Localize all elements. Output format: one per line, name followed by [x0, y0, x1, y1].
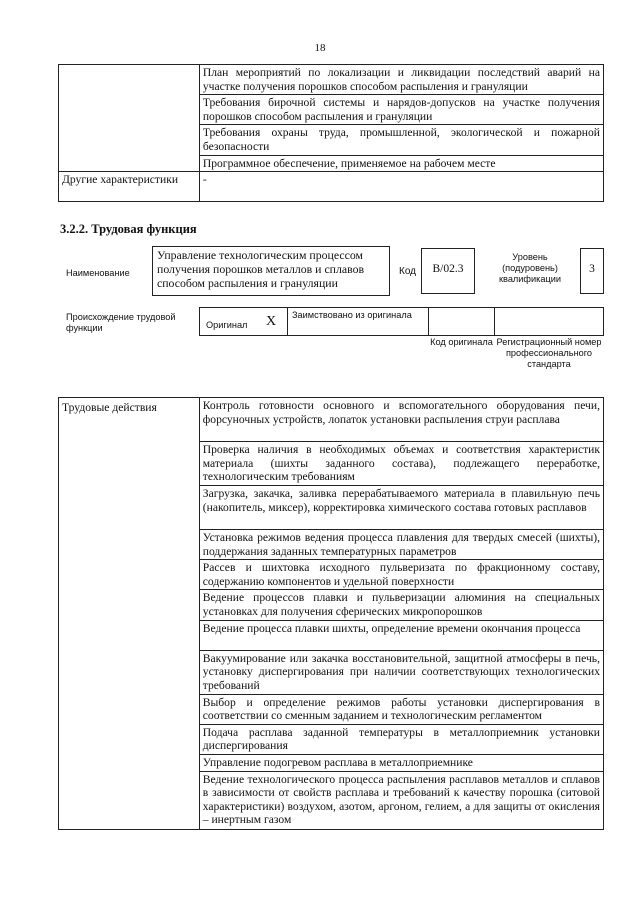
origin-label: Происхождение трудовой функции [66, 312, 176, 333]
table-cell: Требования охраны труда, промышленной, экологической и пожарной безопасности [199, 125, 603, 155]
labor-action-item: Вакуумирование или закачка восстановительной, защитной атмосферы в печь, установку диспергирования при наличии соответствующих технологических требований [199, 650, 603, 694]
labor-action-item: Установка режимов ведения процесса плавления для твердых смесей (шихты), поддержания заданных температурных параметров [199, 530, 603, 560]
table-cell-left [59, 65, 200, 172]
labor-action-item: Рассев и шихтовка исходного пульверизата по фракционному составу, содержанию компонентов и удельной поверхности [199, 560, 603, 590]
function-code: В/02.3 [432, 263, 464, 275]
table-cell: Требования бирочной системы и нарядов-допусков на участке получения порошков способом распыления и грануляции [199, 95, 603, 125]
table-row [59, 172, 604, 202]
original-mark: X [266, 314, 277, 329]
original-label: Оригинал [206, 320, 248, 330]
table-cell: План мероприятий по локализации и ликвидации последствий аварий на участке получения порошков способом распыления и грануляции [199, 65, 603, 95]
name-label: Наименование [66, 268, 130, 278]
top-table [58, 64, 604, 202]
table-row [59, 398, 604, 442]
section-heading: 3.2.2. Трудовая функция [60, 222, 197, 236]
labor-actions-table [58, 397, 604, 830]
original-cell [199, 307, 288, 336]
labor-action-item: Проверка наличия в необходимых объемах и соответствия характеристик материала (шихты заданного состава), подлежащего переработке, технологическим требованиям [199, 442, 603, 486]
level-value: 3 [589, 263, 595, 275]
table-row [59, 65, 604, 95]
labor-action-item: Управление подогревом расплава в металлоприемнике [199, 754, 603, 771]
labor-action-item: Загрузка, закачка, заливка перерабатываемого материала в плавильную печь (накопитель, миксер), корректировка химического состава готовых расплавов [199, 486, 603, 530]
borrowed-cell [287, 307, 429, 336]
table-cell: - [199, 172, 603, 202]
reg-number-label: Регистрационный номер профессионального стандарта [496, 337, 602, 369]
reg-number-cell [494, 307, 604, 336]
function-name-box [152, 246, 390, 296]
code-original-label: Код оригинала [430, 337, 493, 347]
labor-action-item: Ведение процессов плавки и пульверизации алюминия на специальных установках для получения сферических микропорошков [199, 590, 603, 620]
labor-actions-label: Трудовые действия [59, 398, 200, 830]
code-label: Код [399, 266, 417, 277]
labor-action-item: Контроль готовности основного и вспомогательного оборудования печи, форсуночных устройств, лопаток установки распыления струи расплава [199, 398, 603, 442]
level-box [580, 248, 604, 294]
labor-action-item: Ведение процесса плавки шихты, определение времени окончания процесса [199, 620, 603, 650]
function-name: Управление технологическим процессом получения порошков металлов и сплавов способом распыления и грануляции [157, 248, 365, 290]
labor-action-item: Ведение технологического процесса распыления расплавов металлов и сплавов в зависимости от свойств расплава и требований к качеству порошка (ситовой характеристики) воздухом, азотом, аргоном, гелием, а для защиты от окисления – инертным газом [199, 771, 603, 829]
borrowed-label: Заимствовано из оригинала [292, 310, 412, 320]
row-label-other: Другие характеристики [59, 172, 200, 202]
function-code-box [421, 248, 475, 294]
level-label: Уровень (подуровень) квалификации [499, 252, 561, 284]
code-original-cell [428, 307, 495, 336]
labor-action-item: Подача расплава заданной температуры в металлоприемник установки диспергирования [199, 724, 603, 754]
labor-action-item: Выбор и определение режимов работы установки диспергирования в соответствии со сменным заданием и технологическим регламентом [199, 694, 603, 724]
page-number: 18 [314, 42, 326, 54]
table-cell: Программное обеспечение, применяемое на рабочем месте [199, 155, 603, 172]
